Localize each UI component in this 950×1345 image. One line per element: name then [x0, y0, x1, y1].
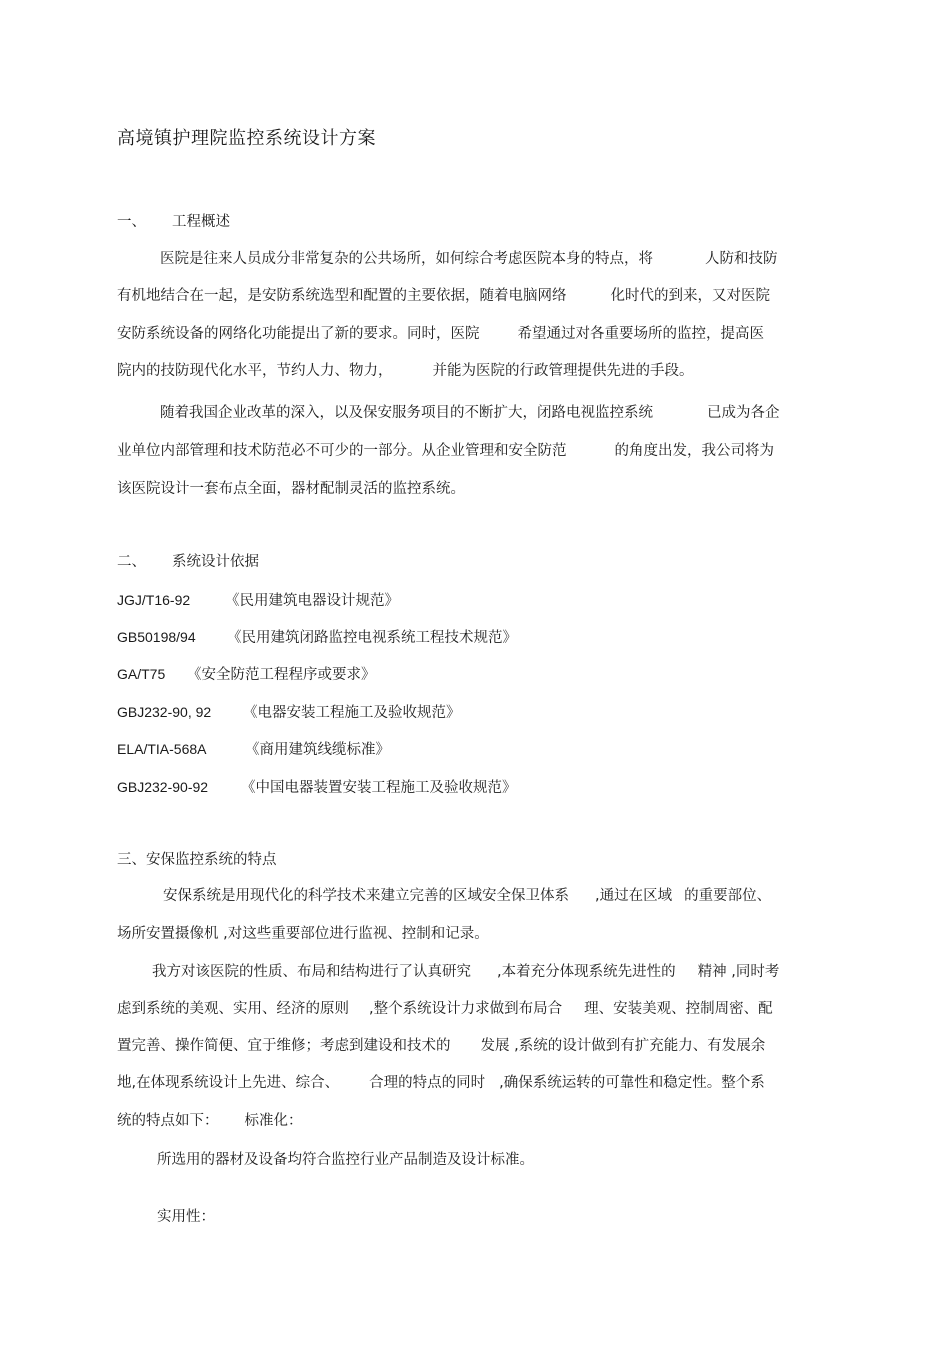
paragraph-line: 地,在体现系统设计上先进、综合、 合理的特点的同时 ,确保系统运转的可靠性和稳定性。整个系 [117, 1075, 765, 1091]
reference-code: GA/T75 [117, 666, 166, 682]
paragraph-line: 场所安置摄像机 ,对这些重要部位进行监视、控制和记录。 [117, 926, 489, 942]
reference-item [117, 702, 461, 723]
reference-code: GB50198/94 [117, 629, 196, 645]
reference-item [117, 590, 399, 611]
section-2-heading [117, 552, 259, 572]
reference-item [117, 739, 390, 760]
reference-name: 《中国电器装置安装工程施工及验收规范》 [241, 780, 517, 796]
section-number: 二、 [117, 554, 146, 570]
paragraph-line: 业单位内部管理和技术防范必不可少的一部分。从企业管理和安全防范 的角度出发，我公司将为 [117, 443, 774, 459]
reference-item [117, 627, 517, 648]
reference-item [117, 664, 376, 685]
paragraph-line: 有机地结合在一起，是安防系统选型和配置的主要依据，随着电脑网络 化时代的到来，又对医院 [117, 288, 770, 304]
document-title: 高境镇护理院监控系统设计方案 [117, 128, 376, 149]
paragraph-line: 医院是往来人员成分非常复杂的公共场所，如何综合考虑医院本身的特点，将 人防和技防 [160, 251, 778, 267]
paragraph-line: 所选用的器材及设备均符合监控行业产品制造及设计标准。 [157, 1152, 534, 1168]
paragraph-line: 统的特点如下： 标准化： [117, 1113, 303, 1129]
section-title: 系统设计依据 [172, 554, 259, 570]
section-1-heading [117, 212, 230, 232]
reference-code: GBJ232-90, 92 [117, 704, 212, 720]
paragraph-line: 随着我国企业改革的深入，以及保安服务项目的不断扩大，闭路电视监控系统 已成为各企 [160, 405, 780, 421]
paragraph-line: 安保系统是用现代化的科学技术来建立完善的区域安全保卫体系 ,通过在区域 的重要部位、 [163, 888, 772, 904]
feature-practicality: 实用性： [157, 1209, 215, 1225]
paragraph-line: 该医院设计一套布点全面，器材配制灵活的监控系统。 [117, 481, 465, 497]
reference-code: GBJ232-90-92 [117, 779, 209, 795]
section-3-heading: 三、安保监控系统的特点 [117, 852, 277, 868]
paragraph-line: 我方对该医院的性质、布局和结构进行了认真研究 ,本着充分体现系统先进性的 精神 ,同时考 [152, 964, 780, 980]
paragraph-line: 置完善、操作简便、宜于维修；考虑到建设和技术的 发展 ,系统的设计做到有扩充能力、有发展余 [117, 1038, 766, 1054]
paragraph-line: 虑到系统的美观、实用、经济的原则 ,整个系统设计力求做到布局合 理、安装美观、控制周密、配 [117, 1001, 773, 1017]
section-title: 工程概述 [172, 214, 230, 230]
reference-name: 《安全防范工程程序或要求》 [187, 667, 376, 683]
reference-code: ELA/TIA-568A [117, 741, 207, 757]
paragraph-line: 院内的技防现代化水平，节约人力、物力， 并能为医院的行政管理提供先进的手段。 [117, 363, 694, 379]
reference-name: 《民用建筑闭路监控电视系统工程技术规范》 [227, 630, 517, 646]
reference-code: JGJ/T16-92 [117, 592, 191, 608]
reference-name: 《商用建筑线缆标准》 [245, 742, 390, 758]
reference-name: 《电器安装工程施工及验收规范》 [243, 705, 461, 721]
reference-item [117, 777, 517, 798]
section-number: 一、 [117, 214, 146, 230]
paragraph-line: 安防系统设备的网络化功能提出了新的要求。同时，医院 希望通过对各重要场所的监控，提高医 [117, 326, 764, 342]
reference-name: 《民用建筑电器设计规范》 [225, 593, 399, 609]
feature-standardization: 标准化： [244, 1113, 303, 1129]
